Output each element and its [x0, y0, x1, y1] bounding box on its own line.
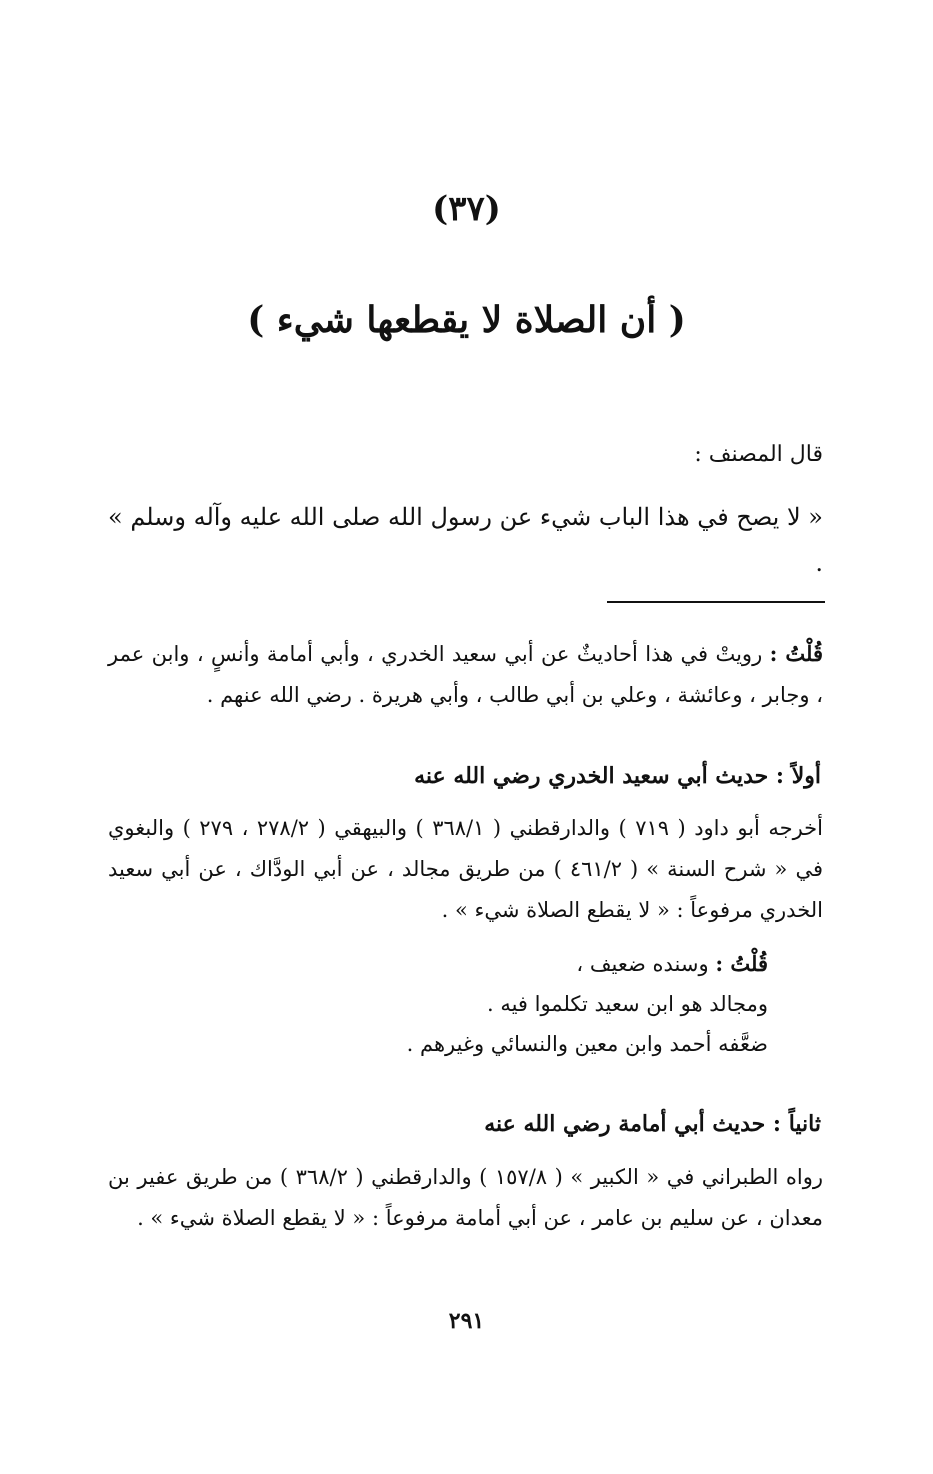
- note-lead: قُلْتُ :: [715, 951, 768, 976]
- chapter-title: ( أن الصلاة لا يقطعها شيء ): [247, 299, 686, 341]
- page-number: ٢٩١: [448, 1308, 485, 1334]
- section-second-paragraph: رواه الطبراني في « الكبير » ( ١٥٧/٨ ) والدارقطني ( ٣٦٨/٢ ) من طريق عفير بن معدان ، عن سليم بن عامر ، عن أبي أمامة مرفوعاً : « لا يقطع الصلاة شيء » .: [108, 1165, 823, 1230]
- note-line: ومجالد هو ابن سعيد تكلموا فيه .: [486, 992, 768, 1016]
- separator-rule: [607, 601, 825, 603]
- note-line-text: وسنده ضعيف ،: [576, 952, 709, 976]
- note-lead: قُلْتُ :: [769, 641, 823, 666]
- note-paragraph: [108, 633, 823, 716]
- chapter-number: (٣٧): [432, 189, 501, 229]
- author-label: قال المصنف :: [694, 442, 823, 467]
- section-heading-second: ثانياً : حديث أبي أمامة رضي الله عنه: [484, 1111, 821, 1137]
- note-line: ضعَّفه أحمد وابن معين والنسائي وغيرهم .: [406, 1032, 768, 1056]
- section-heading-first: أولاً : حديث أبي سعيد الخدري رضي الله عنه: [414, 763, 821, 789]
- note-text: رويتْ في هذا أحاديثٌ عن أبي سعيد الخدري ، وأبي أمامة وأنسٍ ، وابن عمر ، وجابر ، وعائشة ، وعلي بن أبي طالب ، وأبي هريرة . رضي الله عنهم .: [108, 642, 823, 707]
- author-quote: « لا يصح في هذا الباب شيء عن رسول الله صلى الله عليه وآله وسلم » .: [108, 503, 823, 577]
- note-line: [148, 944, 768, 984]
- section-first-paragraph: أخرجه أبو داود ( ٧١٩ ) والدارقطني ( ٣٦٨/١ ) والبيهقي ( ٢٧٨/٢ ، ٢٧٩ ) والبغوي في « شرح السنة » ( ٤٦١/٢ ) من طريق مجالد ، عن أبي الودَّاك ، عن أبي سعيد الخدري مرفوعاً : « لا يقطع الصلاة شيء » .: [108, 816, 823, 922]
- section-first-notes: [148, 944, 768, 1064]
